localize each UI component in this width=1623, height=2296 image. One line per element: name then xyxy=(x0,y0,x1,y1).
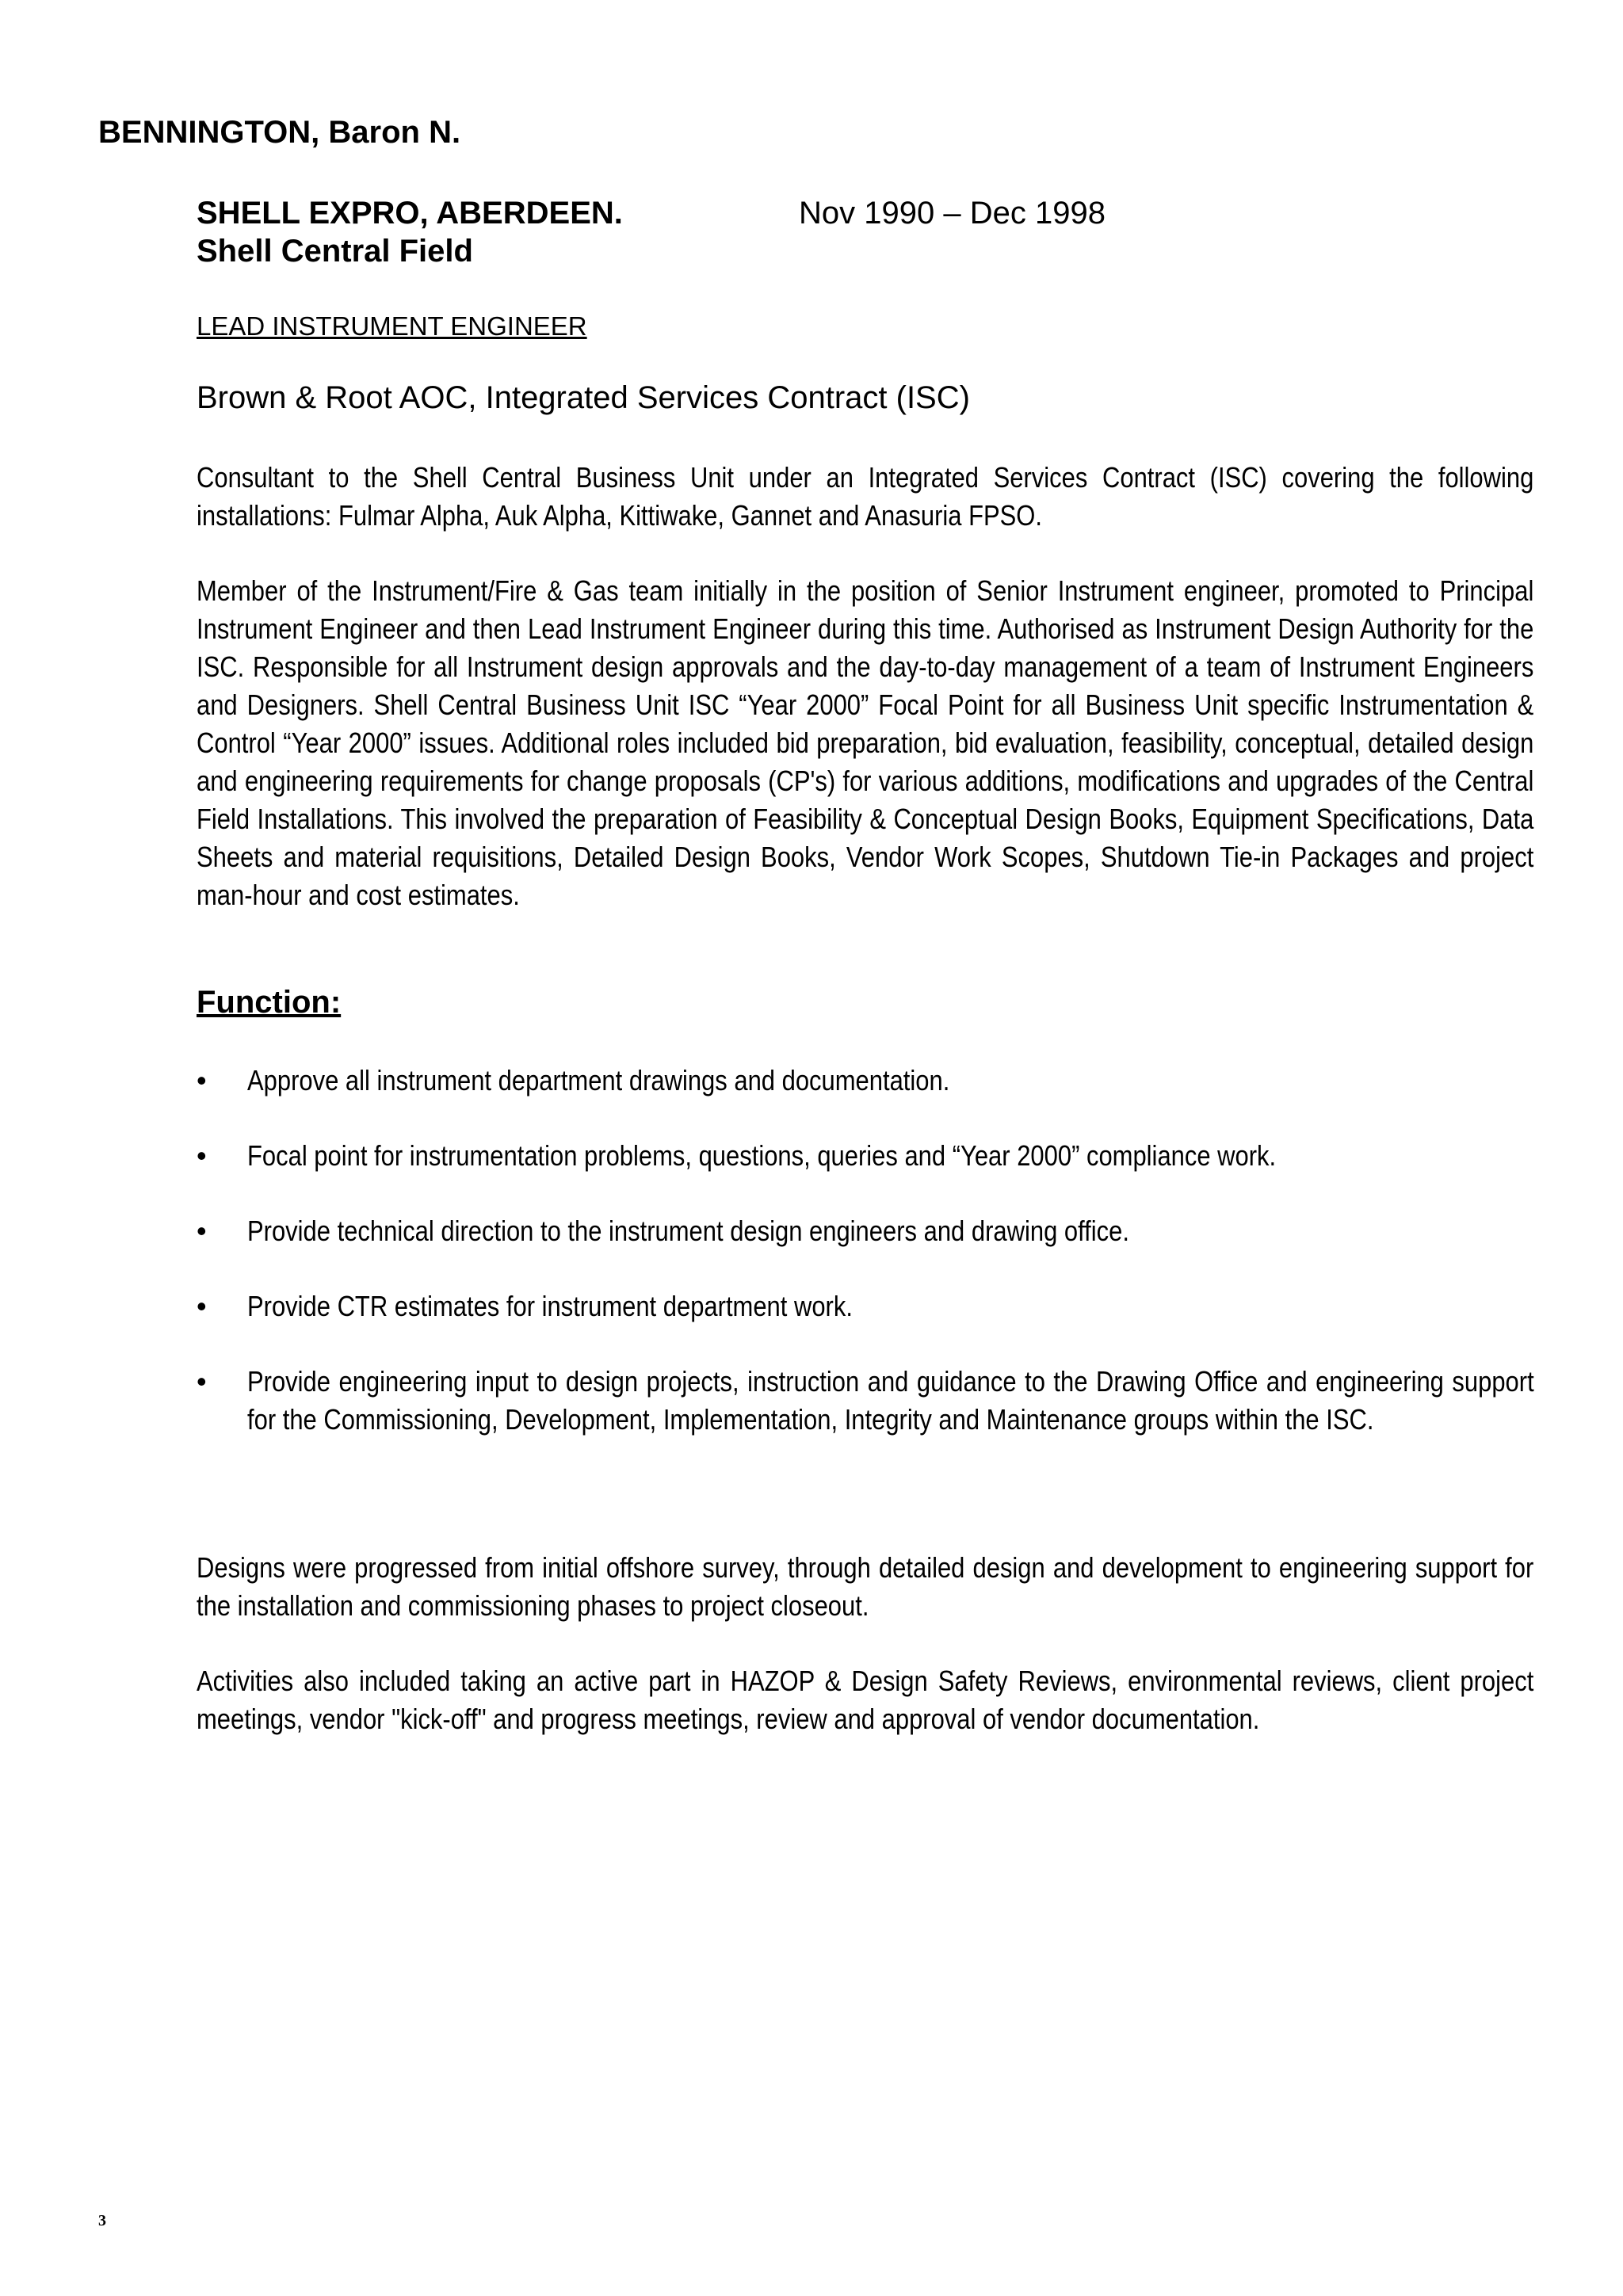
paragraph-member: Member of the Instrument/Fire & Gas team initially in the position of Senior Instrument engineer, promoted to Principal Instrument Engineer and then Lead Instrument Engineer during this time. Authorised as Instrument Design Authority for the ISC. Responsible for all Instrument design approvals and the day-to-day management of a team of Instrument Engineers and Designers. Shell Central Business Unit ISC “Year 2000” Focal Point for all Business Unit specific Instrumentation & Control “Year 2000” issues. Additional roles included bid preparation, bid evaluation, feasibility, conceptual, detailed design and engineering requirements for change proposals (CP's) for various additions, modifications and upgrades of the Central Field Installations. This involved the preparation of Feasibility & Conceptual Design Books, Equipment Specifications, Data Sheets and material requisitions, Detailed Design Books, Vendor Work Scopes, Shutdown Tie-in Packages and project man-hour and cost estimates. xyxy=(197,574,1534,911)
paragraph-consultant: Consultant to the Shell Central Business Unit under an Integrated Services Contract (ISC) covering the following installations: Fulmar Alpha, Auk Alpha, Kittiwake, Gannet and Anasuria FPSO. xyxy=(197,461,1534,532)
employer-name: SHELL EXPRO, ABERDEEN. xyxy=(197,196,623,231)
list-item xyxy=(197,1212,1534,1250)
paragraph-designs: Designs were progressed from initial offshore survey, through detailed design and development to engineering support for the installation and commissioning phases to project closeout. xyxy=(197,1551,1534,1622)
list-item xyxy=(197,1062,1534,1100)
paragraph-activities: Activities also included taking an active part in HAZOP & Design Safety Reviews, environmental reviews, client project meetings, vendor "kick-off" and progress meetings, review and approval of vendor documentation. xyxy=(197,1665,1534,1735)
job-title: LEAD INSTRUMENT ENGINEER xyxy=(197,311,587,341)
candidate-name: BENNINGTON, Baron N. xyxy=(98,115,461,150)
function-heading: Function: xyxy=(197,985,342,1020)
list-item-text: Approve all instrument department drawings and documentation. xyxy=(247,1064,950,1097)
list-item xyxy=(197,1137,1534,1175)
bullet-icon: • xyxy=(197,1139,207,1172)
bullet-icon: • xyxy=(197,1215,207,1247)
page-number: 3 xyxy=(98,2212,106,2229)
list-item xyxy=(197,1363,1534,1439)
list-item xyxy=(197,1287,1534,1325)
bullet-icon: • xyxy=(197,1064,207,1097)
bullet-icon: • xyxy=(197,1365,207,1398)
field-name: Shell Central Field xyxy=(197,234,473,269)
list-item-text: Provide engineering input to design projects, instruction and guidance to the Drawing Office and engineering support for the Commissioning, Development, Implementation, Integrity and Maintenance groups within the ISC. xyxy=(247,1365,1534,1436)
function-list xyxy=(197,1062,1534,1476)
list-item-text: Provide CTR estimates for instrument department work. xyxy=(247,1290,853,1322)
contract-name: Brown & Root AOC, Integrated Services Contract (ISC) xyxy=(197,380,970,415)
list-item-text: Provide technical direction to the instrument design engineers and drawing office. xyxy=(247,1215,1129,1247)
employment-dates: Nov 1990 – Dec 1998 xyxy=(799,196,1106,231)
bullet-icon: • xyxy=(197,1290,207,1322)
list-item-text: Focal point for instrumentation problems, questions, queries and “Year 2000” compliance work. xyxy=(247,1139,1277,1172)
